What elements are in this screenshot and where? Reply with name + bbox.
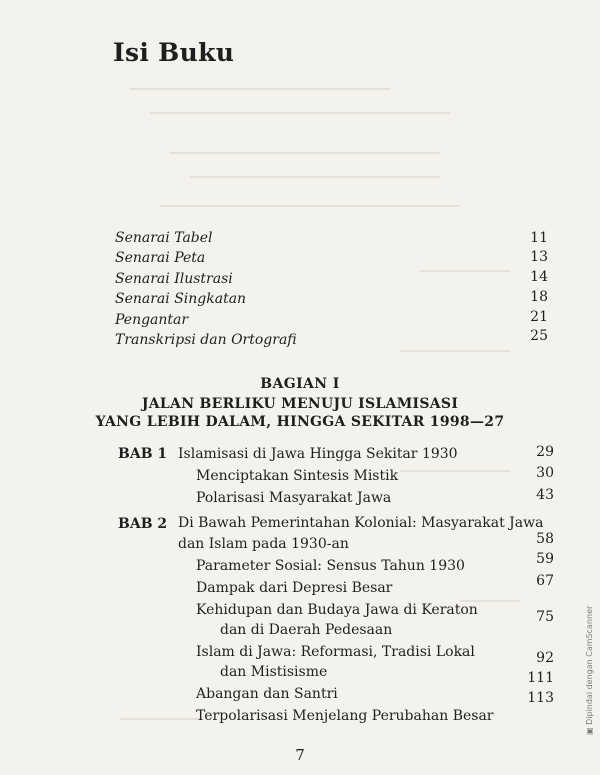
section-title-line-1: Islam di Jawa: Reformasi, Tradisi Lokal	[196, 644, 475, 660]
camscanner-icon: ▣	[585, 727, 594, 735]
front-item-label: Senarai Tabel	[115, 230, 213, 246]
section-title: Polarisasi Masyarakat Jawa	[196, 490, 392, 506]
section-page: 59	[536, 551, 554, 567]
front-item-label: Transkripsi dan Ortografi	[115, 332, 297, 348]
page-title: Isi Buku	[113, 38, 235, 67]
front-item-label: Senarai Ilustrasi	[115, 271, 233, 287]
front-item-label: Senarai Singkatan	[115, 291, 247, 307]
section-title: Terpolarisasi Menjelang Perubahan Besar	[196, 708, 494, 724]
section-title-line-1: Kehidupan dan Budaya Jawa di Keraton	[196, 602, 478, 618]
chapter-label: BAB 2	[118, 516, 168, 532]
section-page: 111	[527, 670, 554, 686]
front-item-page: 18	[530, 289, 548, 305]
chapter-title: Islamisasi di Jawa Hingga Sekitar 1930	[178, 446, 458, 462]
section-title-line-2: dan Mistisisme	[220, 664, 328, 680]
front-item-page: 25	[530, 328, 548, 344]
front-item-label: Senarai Peta	[115, 250, 206, 266]
section-page: 67	[536, 573, 554, 589]
chapter-title-line-1: Di Bawah Pemerintahan Kolonial: Masyarakat Jawa	[178, 515, 544, 531]
part-title-line-1: JALAN BERLIKU MENUJU ISLAMISASI	[141, 396, 459, 412]
part-label: BAGIAN I	[260, 376, 340, 392]
page-number: 7	[295, 746, 305, 764]
section-page: 75	[536, 609, 554, 625]
front-item-page: 11	[530, 230, 548, 246]
section-page: 30	[536, 465, 554, 481]
section-title: Parameter Sosial: Sensus Tahun 1930	[196, 558, 465, 574]
section-page: 113	[527, 690, 554, 706]
scanner-watermark	[585, 606, 594, 735]
section-title: Dampak dari Depresi Besar	[196, 580, 393, 596]
section-page: 92	[536, 650, 554, 666]
section-page: 43	[536, 487, 554, 503]
chapter-page: 29	[536, 444, 554, 460]
section-title-line-2: dan di Daerah Pedesaan	[220, 622, 393, 638]
front-item-page: 14	[530, 269, 548, 285]
chapter-label: BAB 1	[118, 446, 168, 462]
chapter-page: 58	[536, 531, 554, 547]
front-item-label: Pengantar	[115, 312, 189, 328]
section-title: Abangan dan Santri	[196, 686, 338, 702]
front-item-page: 13	[530, 249, 548, 265]
front-item-page: 21	[530, 309, 548, 325]
section-title: Menciptakan Sintesis Mistik	[196, 468, 399, 484]
scanner-watermark-text: Dipindai dengan CamScanner	[585, 605, 594, 725]
chapter-title-line-2: dan Islam pada 1930-an	[178, 536, 349, 552]
part-title-line-2: YANG LEBIH DALAM, HINGGA SEKITAR 1998—27	[95, 414, 505, 430]
